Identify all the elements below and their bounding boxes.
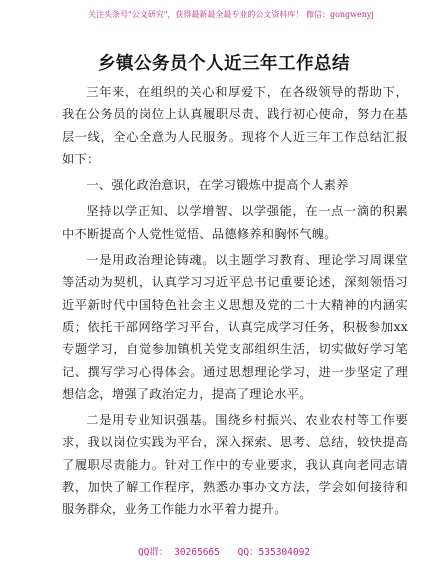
section-heading: 一、强化政治意识，在学习锻炼中提高个人素养 [86, 178, 349, 193]
body-paragraph: 一是用政治理论铸魂。以主题学习教育、理论学习周课堂等活动为契机，认真学习习近平总书记重要论述，深刻领悟习近平新时代中国特色社会主义思想及党的二十大精神的内涵实质；依托干部网络学习平台，认真完成学习任务，积极参加xx专题学习，自觉参加镇机关党支部组织生活，切实做好学习笔记、撰写学习心得体会。通过思想理论学习，进一步坚定了理想信念，增强了政治定力，提高了理论水平。 [62, 253, 408, 401]
body-paragraph: 二是用专业知识强基。围绕乡村振兴、农业农村等工作要求，我以岗位实践为平台，深入探索、思考、总结，较快提高了履职尽责能力。针对工作中的专业要求，我认真向老同志请教，加快了解工作程序，熟悉办事办文方法，学会如何接待和服务群众，业务工作能力水平着力提升。 [62, 413, 408, 517]
document-title: 乡镇公务员个人近三年工作总结 [98, 54, 350, 74]
footer-contact [0, 544, 448, 558]
footer-qq: QQ：535304092 [237, 547, 311, 558]
intro-paragraph: 三年来，在组织的关心和厚爱下，在各级领导的帮助下，我在公务员的岗位上认真履职尽责、践行初心使命，努力在基层一线，全心全意为人民服务。现将个人近三年工作总结汇报如下： [62, 85, 408, 166]
body-paragraph: 坚持以学正知、以学增智、以学强能，在一点一滴的积累中不断提高个人党性觉悟、品德修养和胸怀气魄。 [62, 204, 408, 241]
document-body [62, 81, 408, 521]
footer-qq-group: QQ群： 30265665 [137, 547, 220, 558]
top-banner: 关注头条号"公文研究"，获得最新最全最专业的公文资料库！ 微信：gongwenyj [88, 10, 374, 19]
